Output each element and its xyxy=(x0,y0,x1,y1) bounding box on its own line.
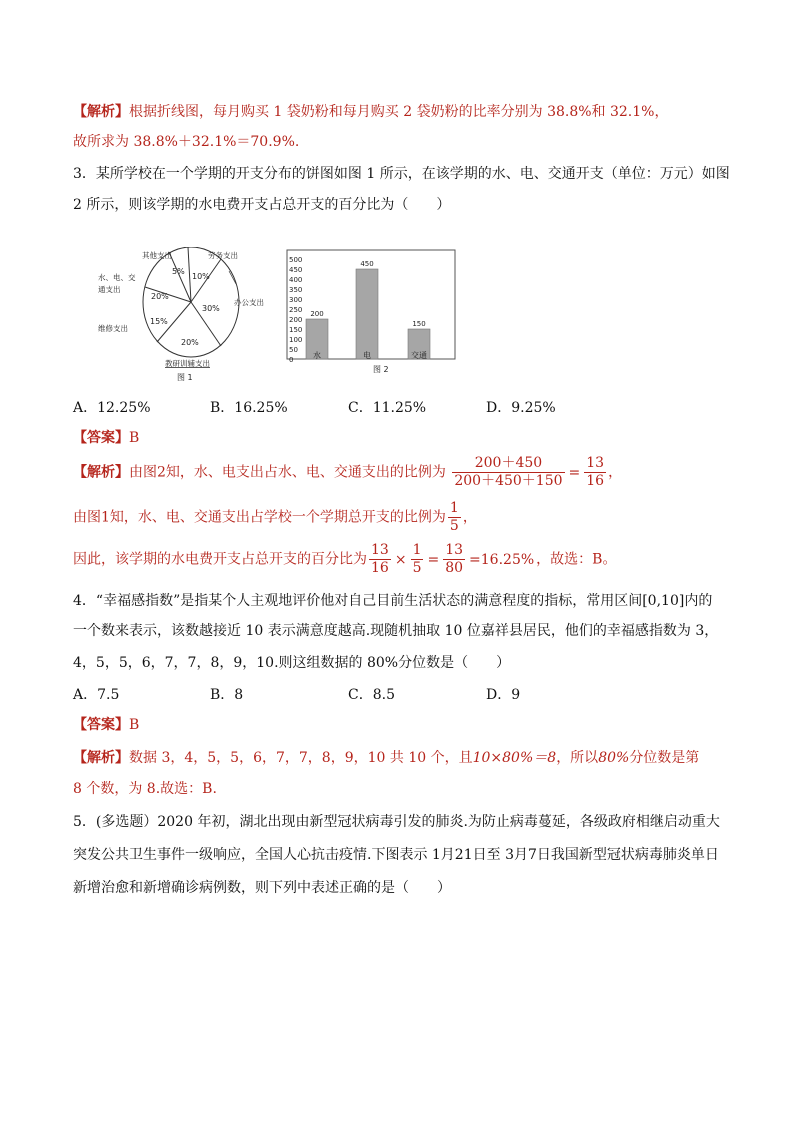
fraction xyxy=(411,542,424,577)
pie-label-water-1: 水、电、交 xyxy=(98,273,136,282)
equals-result: =16.25% xyxy=(469,551,535,568)
fraction xyxy=(452,455,564,490)
analysis-text: 由图1知，水、电、交通支出占学校一个学期总开支的比例为 xyxy=(73,509,446,526)
pie-divider xyxy=(188,247,191,302)
answer-tag: 【答案】 xyxy=(73,430,129,446)
equals-sign: = xyxy=(568,464,581,481)
q4-analysis-line2: 8 个数，为 8.故选：B. xyxy=(73,781,217,797)
x-category-label: 水 xyxy=(313,351,321,360)
math-expression: 10×80%＝8 xyxy=(472,750,557,766)
bar-value-label: 450 xyxy=(360,260,374,268)
pie-pct-water: 20% xyxy=(151,292,169,301)
fraction-denominator: 5 xyxy=(412,560,422,576)
fraction xyxy=(369,542,391,577)
q4-option-c[interactable]: C．8.5 xyxy=(348,687,395,703)
q4-analysis-line1 xyxy=(73,749,699,767)
y-tick-label: 350 xyxy=(289,286,303,294)
prev-analysis-line2: 故所求为 38.8%＋32.1%＝70.9%. xyxy=(73,134,300,150)
pie-pct-training: 20% xyxy=(181,338,199,347)
pie-pct-other: 5% xyxy=(172,267,185,276)
fraction-numerator: 200＋450 xyxy=(452,455,564,473)
figure-2-bar-chart xyxy=(282,247,462,375)
analysis-text: 数据 3，4，5，5，6，7，7，8，9，10 共 10 个，且 xyxy=(129,750,473,766)
q3-answer xyxy=(73,429,139,447)
q5-stem-line1: 5．(多选题）2020 年初，湖北出现由新型冠状病毒引发的肺炎.为防止病毒蔓延，各级政府相继启动重大 xyxy=(73,814,720,830)
analysis-tag: 【解析】 xyxy=(73,750,129,766)
y-tick-label: 500 xyxy=(289,256,303,264)
fraction-denominator: 200＋450＋150 xyxy=(454,473,563,489)
pie-label-water-2: 通支出 xyxy=(98,285,121,294)
analysis-text: 因此，该学期的水电费开支占总开支的百分比为 xyxy=(73,551,367,568)
punctuation: ， xyxy=(462,509,477,526)
fraction-denominator: 16 xyxy=(371,560,389,576)
analysis-text: 由图2知，水、电支出占水、电、交通支出的比例为 xyxy=(129,464,446,481)
bar-value-label: 150 xyxy=(412,320,426,328)
math-expression: 80% xyxy=(598,750,630,766)
q3-analysis-line1 xyxy=(73,455,622,490)
pie-label-office: 办公支出 xyxy=(234,298,264,307)
equals-sign: = xyxy=(427,551,440,568)
pie-label-other: 其他支出 xyxy=(142,251,172,260)
q3-option-c[interactable]: C．11.25% xyxy=(348,400,427,416)
pie-label-training: 教研训辅支出 xyxy=(165,359,210,368)
q5-stem-line2: 突发公共卫生事件一级响应，全国人心抗击疫情.下图表示 1月21日至 3月7日我国新型冠状病毒肺炎单日 xyxy=(73,847,719,863)
fraction-denominator: 16 xyxy=(586,473,605,489)
q4-option-d[interactable]: D．9 xyxy=(486,687,521,703)
y-tick-label: 300 xyxy=(289,296,303,304)
fraction-numerator: 13 xyxy=(371,542,389,558)
q4-option-a[interactable]: A．7.5 xyxy=(73,687,120,703)
figure-1-caption: 图 1 xyxy=(177,373,193,382)
x-category-label: 交通 xyxy=(411,351,427,360)
y-tick-label: 100 xyxy=(289,336,303,344)
times-sign: × xyxy=(394,551,407,568)
pie-label-labor: 劳务支出 xyxy=(208,251,238,260)
q3-option-a[interactable]: A．12.25% xyxy=(73,400,151,416)
analysis-text: 根据折线图，每月购买 1 袋奶粉和每月购买 2 袋奶粉的比率分别为 38.8%和 32.1%， xyxy=(129,104,669,120)
analysis-text: 分位数是第 xyxy=(629,750,700,766)
q4-stem-line1: 4．“幸福感指数”是指某个人主观地评价他对自己目前生活状态的满意程度的指标，常用区间[0,10]内的 xyxy=(73,593,713,609)
pie-pct-office: 30% xyxy=(202,304,220,313)
y-tick-label: 250 xyxy=(289,306,303,314)
answer-value: B xyxy=(129,430,140,446)
q3-option-d[interactable]: D．9.25% xyxy=(486,400,556,416)
pie-pct-repair: 15% xyxy=(150,317,168,326)
pie-pct-labor: 10% xyxy=(192,272,210,281)
q3-analysis-line3 xyxy=(73,542,616,577)
analysis-text: ，故选：B。 xyxy=(536,551,617,568)
q3-stem-line1: 3．某所学校在一个学期的开支分布的饼图如图 1 所示，在该学期的水、电、交通开支（单位：万元）如图 xyxy=(73,166,730,182)
x-category-label: 电 xyxy=(363,351,371,360)
fraction-numerator: 1 xyxy=(449,500,459,516)
figure-1-pie-chart xyxy=(95,247,270,387)
q4-option-b[interactable]: B．8 xyxy=(210,687,244,703)
bar-value-label: 200 xyxy=(310,310,324,318)
fraction xyxy=(443,542,465,577)
fraction-denominator: 80 xyxy=(445,560,464,576)
pie-divider xyxy=(169,252,191,302)
q3-analysis-line2 xyxy=(73,500,477,535)
y-tick-label: 450 xyxy=(289,266,303,274)
y-tick-label: 50 xyxy=(289,346,298,354)
q4-answer xyxy=(73,716,139,734)
fraction-denominator: 5 xyxy=(449,518,459,534)
fraction xyxy=(448,500,461,535)
y-tick-label: 400 xyxy=(289,276,303,284)
q3-option-b[interactable]: B．16.25% xyxy=(210,400,288,416)
answer-value: B xyxy=(129,717,140,733)
label-leader xyxy=(229,271,236,284)
analysis-tag: 【解析】 xyxy=(73,464,129,481)
q5-stem-line3: 新增治愈和新增确诊病例数，则下列中表述正确的是（ ） xyxy=(73,880,451,896)
fraction-numerator: 1 xyxy=(412,542,422,558)
q3-stem-line2: 2 所示，则该学期的水电费开支占总开支的百分比为（ ） xyxy=(73,197,451,213)
y-tick-label: 150 xyxy=(289,326,303,334)
q4-stem-line3: 4，5，5，6，7，7，8，9，10.则这组数据的 80%分位数是（ ） xyxy=(73,655,511,671)
fraction-numerator: 13 xyxy=(586,455,605,471)
punctuation: ， xyxy=(608,464,623,481)
answer-tag: 【答案】 xyxy=(73,717,129,733)
y-tick-label: 0 xyxy=(289,356,294,364)
analysis-tag: 【解析】 xyxy=(73,104,129,120)
fraction-numerator: 13 xyxy=(445,542,464,558)
figure-2-caption: 图 2 xyxy=(373,365,389,374)
prev-analysis-line1 xyxy=(73,103,668,121)
pie-label-repair: 维修支出 xyxy=(98,324,128,333)
analysis-text: ，所以 xyxy=(556,750,599,766)
y-tick-label: 200 xyxy=(289,316,303,324)
bar-2 xyxy=(356,269,378,359)
q4-stem-line2: 一个数来表示，该数越接近 10 表示满意度越高.现随机抽取 10 位嘉祥县居民，他们的幸福感指数为 3， xyxy=(73,623,719,639)
fraction xyxy=(584,455,606,490)
